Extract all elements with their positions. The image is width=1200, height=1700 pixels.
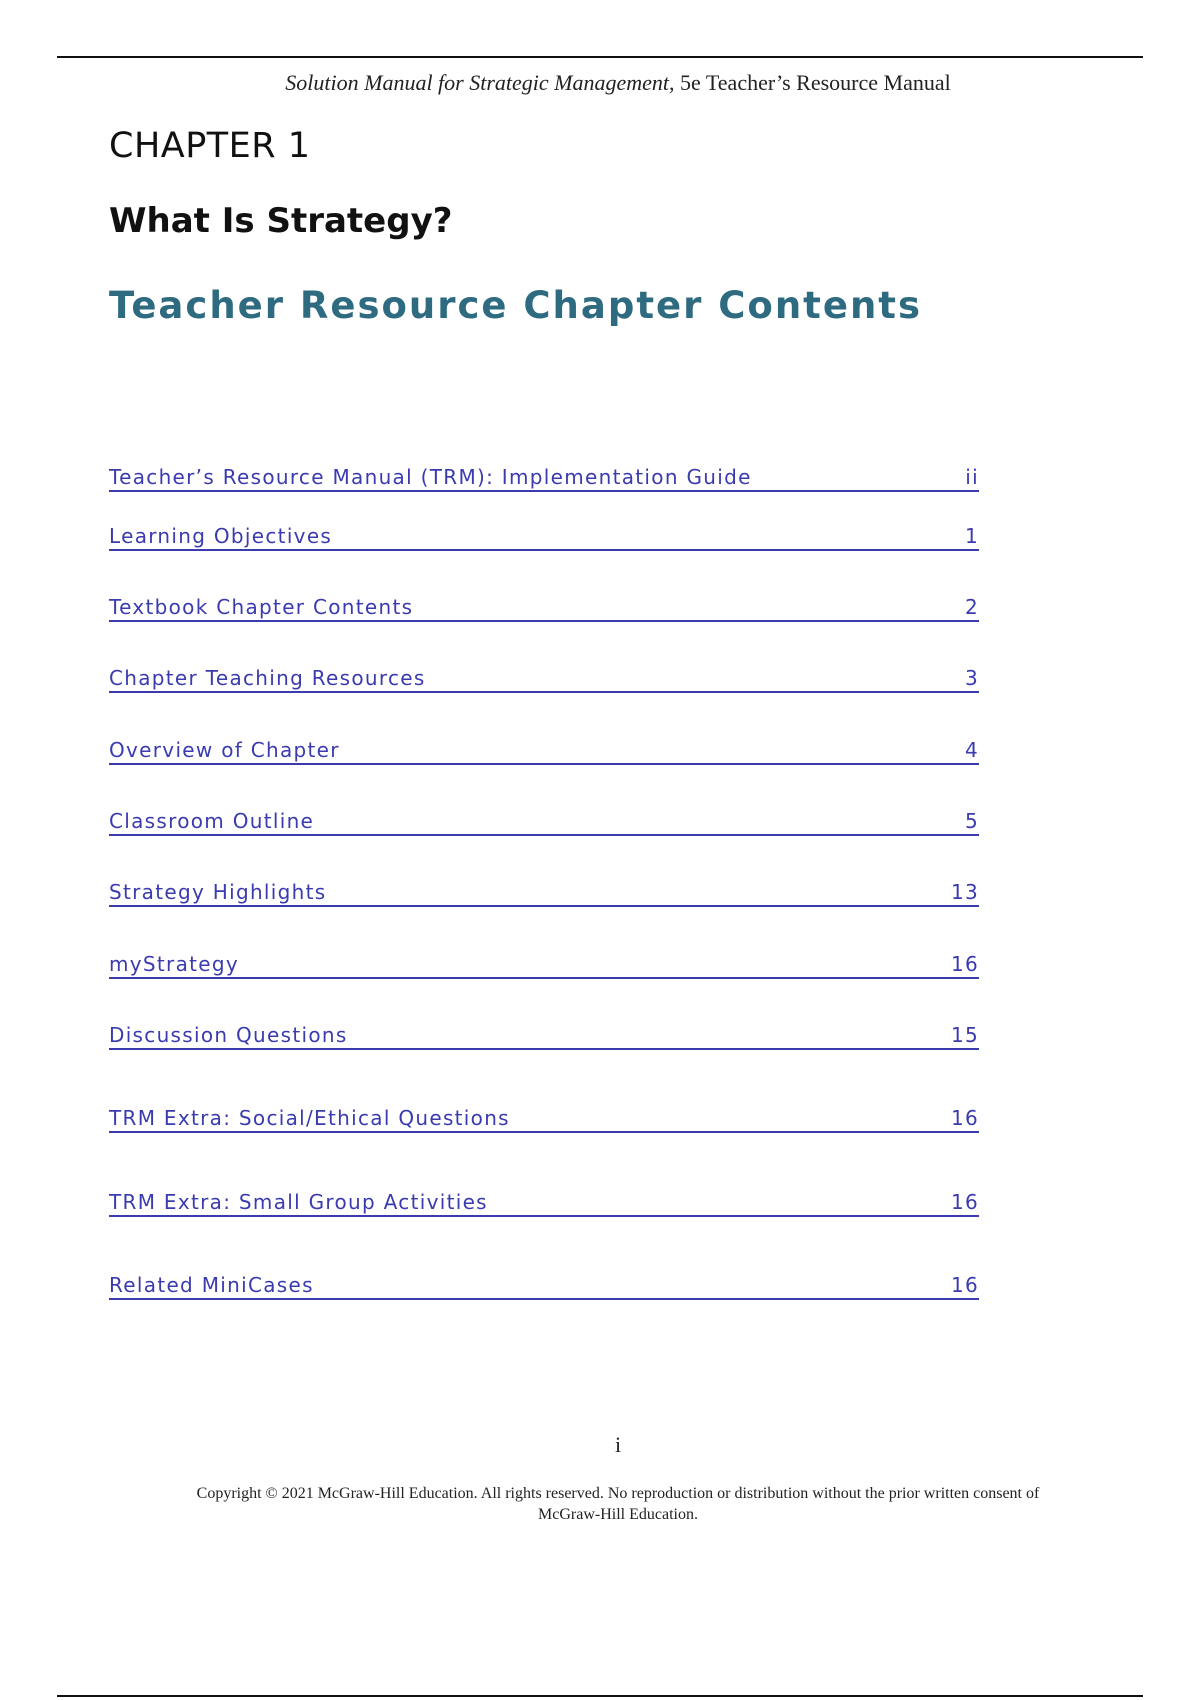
toc-link-strategy-highlights[interactable] (109, 875, 979, 907)
toc-link-related-minicases[interactable] (109, 1268, 979, 1300)
toc-label: Chapter Teaching Resources (109, 666, 426, 690)
running-header-italic: Solution Manual for Strategic Management, (285, 70, 675, 95)
toc-label: Textbook Chapter Contents (109, 595, 414, 619)
running-header-rest: 5e Teacher’s Resource Manual (674, 70, 951, 95)
toc-page: 3 (964, 666, 979, 690)
copyright-line-2: McGraw-Hill Education. (538, 1506, 698, 1523)
chapter-title: What Is Strategy? (109, 201, 453, 241)
toc-label: Teacher’s Resource Manual (TRM): Implementation Guide (109, 465, 752, 489)
toc-label: Related MiniCases (109, 1273, 314, 1297)
bottom-rule (57, 1695, 1143, 1697)
top-rule (57, 56, 1143, 58)
toc-page: 5 (964, 809, 979, 833)
toc-page: 16 (950, 952, 979, 976)
toc-page: 15 (950, 1023, 979, 1047)
toc-page: 4 (964, 738, 979, 762)
toc-page: 1 (964, 524, 979, 548)
section-title: Teacher Resource Chapter Contents (109, 284, 923, 327)
toc-label: Discussion Questions (109, 1023, 348, 1047)
toc-page: ii (965, 465, 979, 489)
toc-link-textbook-chapter-contents[interactable] (109, 590, 979, 622)
toc-link-learning-objectives[interactable] (109, 519, 979, 551)
copyright-line-1: Copyright © 2021 McGraw-Hill Education. All rights reserved. No reproduction or distribution without the prior written consent of (196, 1485, 1040, 1502)
page-number: i (614, 1432, 622, 1457)
toc-link-implementation-guide[interactable] (109, 460, 979, 492)
toc-link-small-group-activities[interactable] (109, 1185, 979, 1217)
toc-link-mystrategy[interactable] (109, 947, 979, 979)
toc-label: TRM Extra: Small Group Activities (109, 1190, 488, 1214)
toc-page: 16 (950, 1190, 979, 1214)
chapter-label: CHAPTER 1 (109, 126, 311, 166)
toc-label: TRM Extra: Social/Ethical Questions (109, 1106, 510, 1130)
toc-link-social-ethical-questions[interactable] (109, 1101, 979, 1133)
toc-page: 16 (950, 1106, 979, 1130)
toc-label: myStrategy (109, 952, 240, 976)
toc-link-classroom-outline[interactable] (109, 804, 979, 836)
toc-page: 2 (964, 595, 979, 619)
running-header (0, 70, 1200, 96)
toc-page: 13 (950, 880, 979, 904)
toc-label: Learning Objectives (109, 524, 333, 548)
toc-link-chapter-teaching-resources[interactable] (109, 661, 979, 693)
toc-page: 16 (950, 1273, 979, 1297)
toc-label: Classroom Outline (109, 809, 315, 833)
toc-link-overview-of-chapter[interactable] (109, 733, 979, 765)
copyright-notice (130, 1483, 1106, 1525)
toc-link-discussion-questions[interactable] (109, 1018, 979, 1050)
toc-label: Strategy Highlights (109, 880, 327, 904)
toc-label: Overview of Chapter (109, 738, 340, 762)
